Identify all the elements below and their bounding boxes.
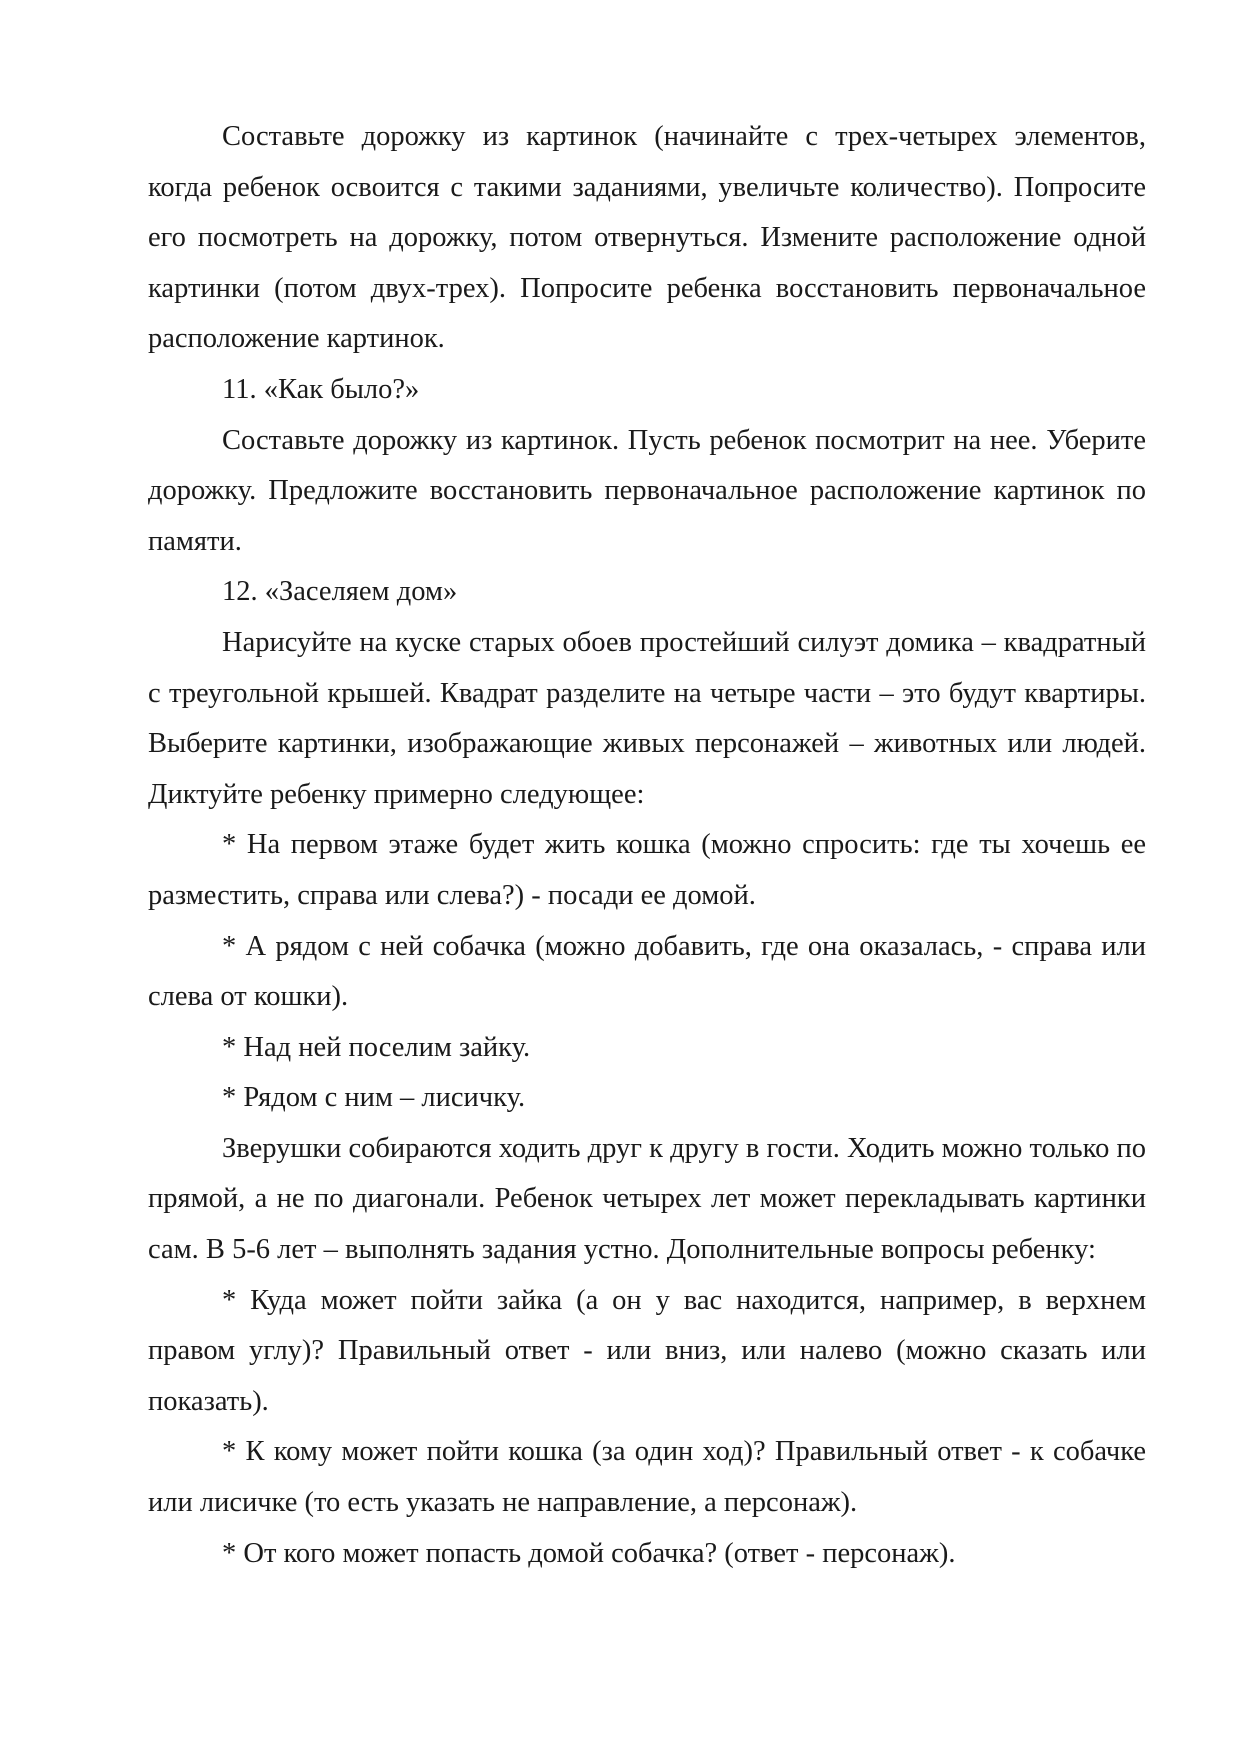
instruction-bunny: * Над ней поселим зайку. xyxy=(222,1031,531,1063)
question-bunny-moves: * Куда может пойти зайка (а он у вас находится, например, в верхнем правом углу)? Правильный ответ - или вниз, или налево (можно сказать или показать). xyxy=(148,1284,1146,1417)
question-cat-visits: * К кому может пойти кошка (за один ход)? Правильный ответ - к собачке или лисичке (то есть указать не направление, а персонаж). xyxy=(148,1436,1146,1519)
paragraph-how-it-was: Составьте дорожку из картинок. Пусть ребенок посмотрит на нее. Уберите дорожку. Предложите восстановить первоначальное расположение картинок по памяти. xyxy=(148,424,1146,557)
instruction-fox: * Рядом с ним – лисичку. xyxy=(222,1082,526,1114)
paragraph-draw-house: Нарисуйте на куске старых обоев простейший силуэт домика – квадратный с треугольной крышей. Квадрат разделите на четыре части – это будут квартиры. Выберите картинки, изображающие живых персонажей – животных или людей. Диктуйте ребенку примерно следующее: xyxy=(148,626,1146,810)
document-page xyxy=(148,112,1146,1579)
exercise-heading-11: 11. «Как было?» xyxy=(222,373,420,405)
paragraph-path-rearrange: Составьте дорожку из картинок (начинайте с трех-четырех элементов, когда ребенок освоится с такими заданиями, увеличьте количество). Попросите его посмотреть на дорожку, потом отвернуться. Измените расположение одной картинки (потом двух-трех). Попросите ребенка восстановить первоначальное расположение картинок. xyxy=(148,121,1146,355)
instruction-cat: * На первом этаже будет жить кошка (можно спросить: где ты хочешь ее разместить, справа или слева?) - посади ее домой. xyxy=(148,829,1146,911)
exercise-heading-12: 12. «Заселяем дом» xyxy=(222,576,458,608)
paragraph-visiting-rules: Зверушки собираются ходить друг к другу в гости. Ходить можно только по прямой, а не по диагонали. Ребенок четырех лет может перекладывать картинки сам. В 5-6 лет – выполнять задания устно. Дополнительные вопросы ребенку: xyxy=(148,1132,1146,1266)
instruction-dog: * А рядом с ней собачка (можно добавить, где она оказалась, - справа или слева от кошки). xyxy=(148,930,1146,1013)
question-dog-home: * От кого может попасть домой собачка? (ответ - персонаж). xyxy=(222,1537,956,1569)
